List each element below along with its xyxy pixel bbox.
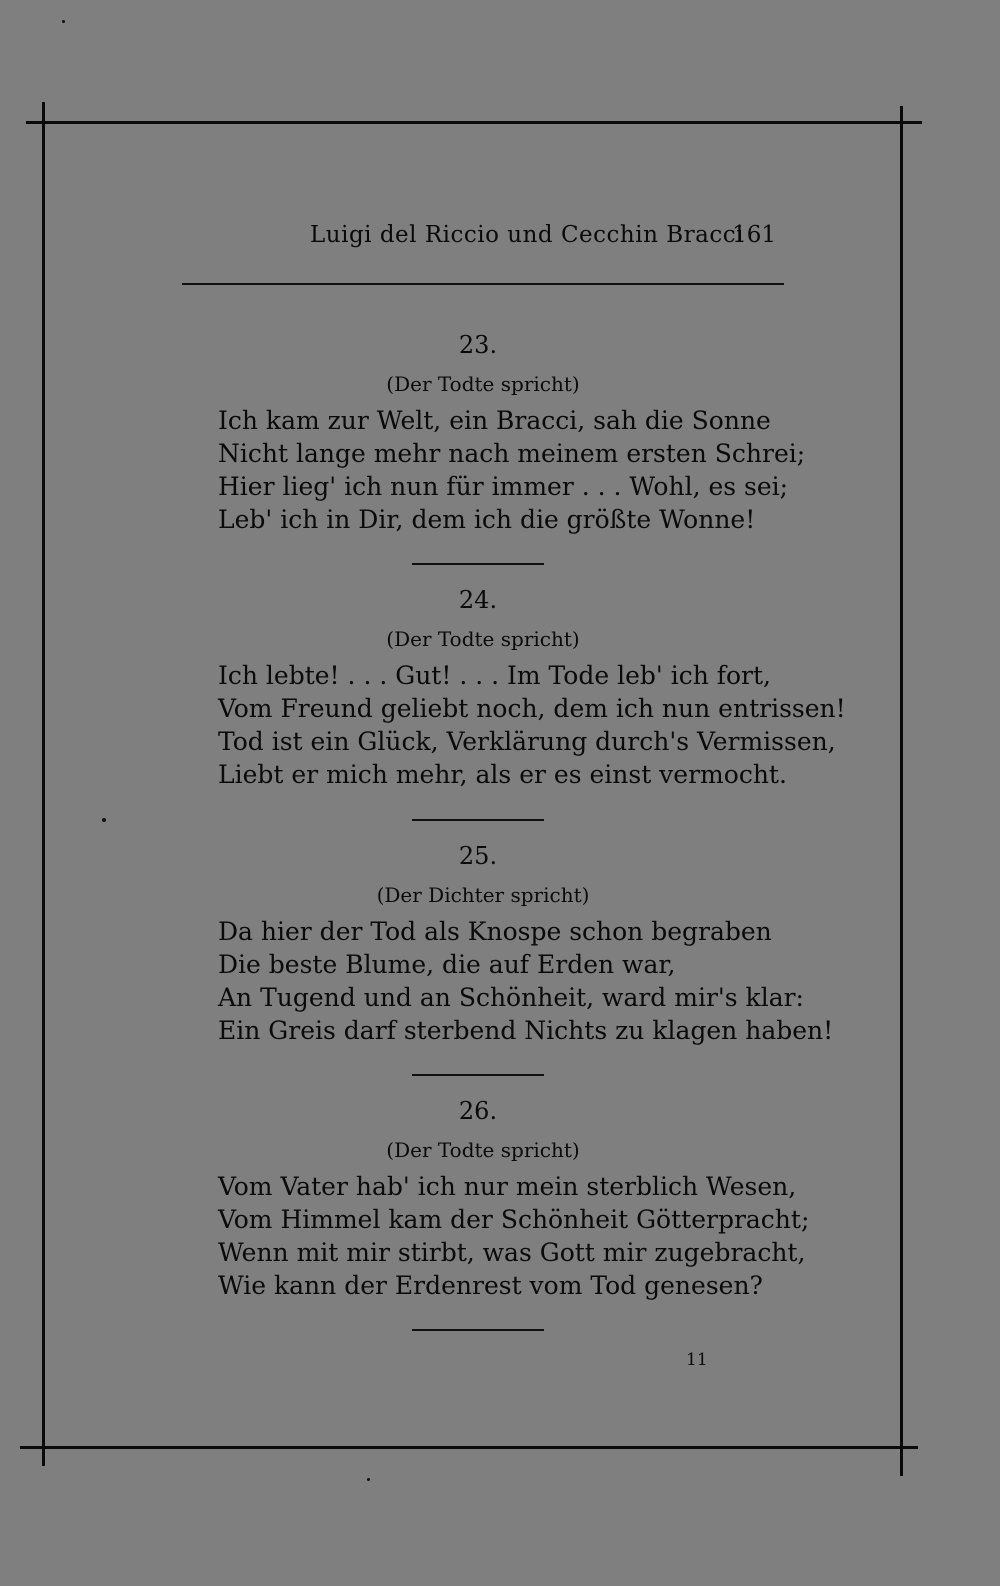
poem-separator [412,1074,544,1076]
page-header [180,222,780,254]
verse-line: Die beste Blume, die auf Erden war, [218,950,676,979]
verse-line: Ich kam zur Welt, ein Bracci, sah die Sonne [218,406,771,435]
poem-24 [218,585,846,791]
poem-number: 25. [458,842,498,870]
poem-23 [218,330,806,536]
poem-separator [412,819,544,821]
poem-number: 23. [458,331,498,359]
scan-speck [102,818,106,822]
speaker-label: (Der Dichter spricht) [376,883,590,907]
verse-line: Liebt er mich mehr, als er es einst vermocht. [218,760,787,789]
verse-block [218,915,834,1047]
page-number: 161 [732,222,776,248]
verse-line: Tod ist ein Glück, Verklärung durch's Vermissen, [218,727,836,756]
verse-line: Ein Greis darf sterbend Nichts zu klagen haben! [218,1016,834,1045]
signature-mark: 11 [686,1350,708,1370]
speaker-label: (Der Todte spricht) [386,627,580,651]
speaker-label: (Der Todte spricht) [386,372,580,396]
poem-separator [412,1329,544,1331]
scan-speck [367,1478,370,1481]
poem-26 [218,1096,810,1302]
verse-line: Nicht lange mehr nach meinem ersten Schrei; [218,439,806,468]
verse-block [218,659,846,791]
frame-left-line [42,102,45,1466]
verse-block [218,1170,810,1302]
verse-line: Vom Vater hab' ich nur mein sterblich Wesen, [218,1172,797,1201]
verse-line: Vom Freund geliebt noch, dem ich nun entrissen! [218,694,846,723]
speaker-label: (Der Todte spricht) [386,1138,580,1162]
verse-line: Da hier der Tod als Knospe schon begraben [218,917,772,946]
frame-right-line [900,106,903,1476]
verse-block [218,404,806,536]
verse-line: Ich lebte! . . . Gut! . . . Im Tode leb' ich fort, [218,661,771,690]
header-rule [182,283,784,285]
verse-line: Vom Himmel kam der Schönheit Götterpracht; [218,1205,810,1234]
running-title: Luigi del Riccio und Cecchin Bracci [310,222,744,248]
verse-line: Wie kann der Erdenrest vom Tod genesen? [218,1271,763,1300]
poem-25 [218,841,834,1047]
scan-speck [62,20,65,23]
poem-number: 24. [458,586,498,614]
poem-separator [412,563,544,565]
verse-line: Wenn mit mir stirbt, was Gott mir zugebracht, [218,1238,806,1267]
verse-line: Hier lieg' ich nun für immer . . . Wohl, es sei; [218,472,789,501]
poem-number: 26. [458,1097,498,1125]
frame-top-line [26,121,922,124]
verse-line: An Tugend und an Schönheit, ward mir's klar: [218,983,804,1012]
frame-bottom-line [20,1446,918,1449]
verse-line: Leb' ich in Dir, dem ich die größte Wonne! [218,505,756,534]
